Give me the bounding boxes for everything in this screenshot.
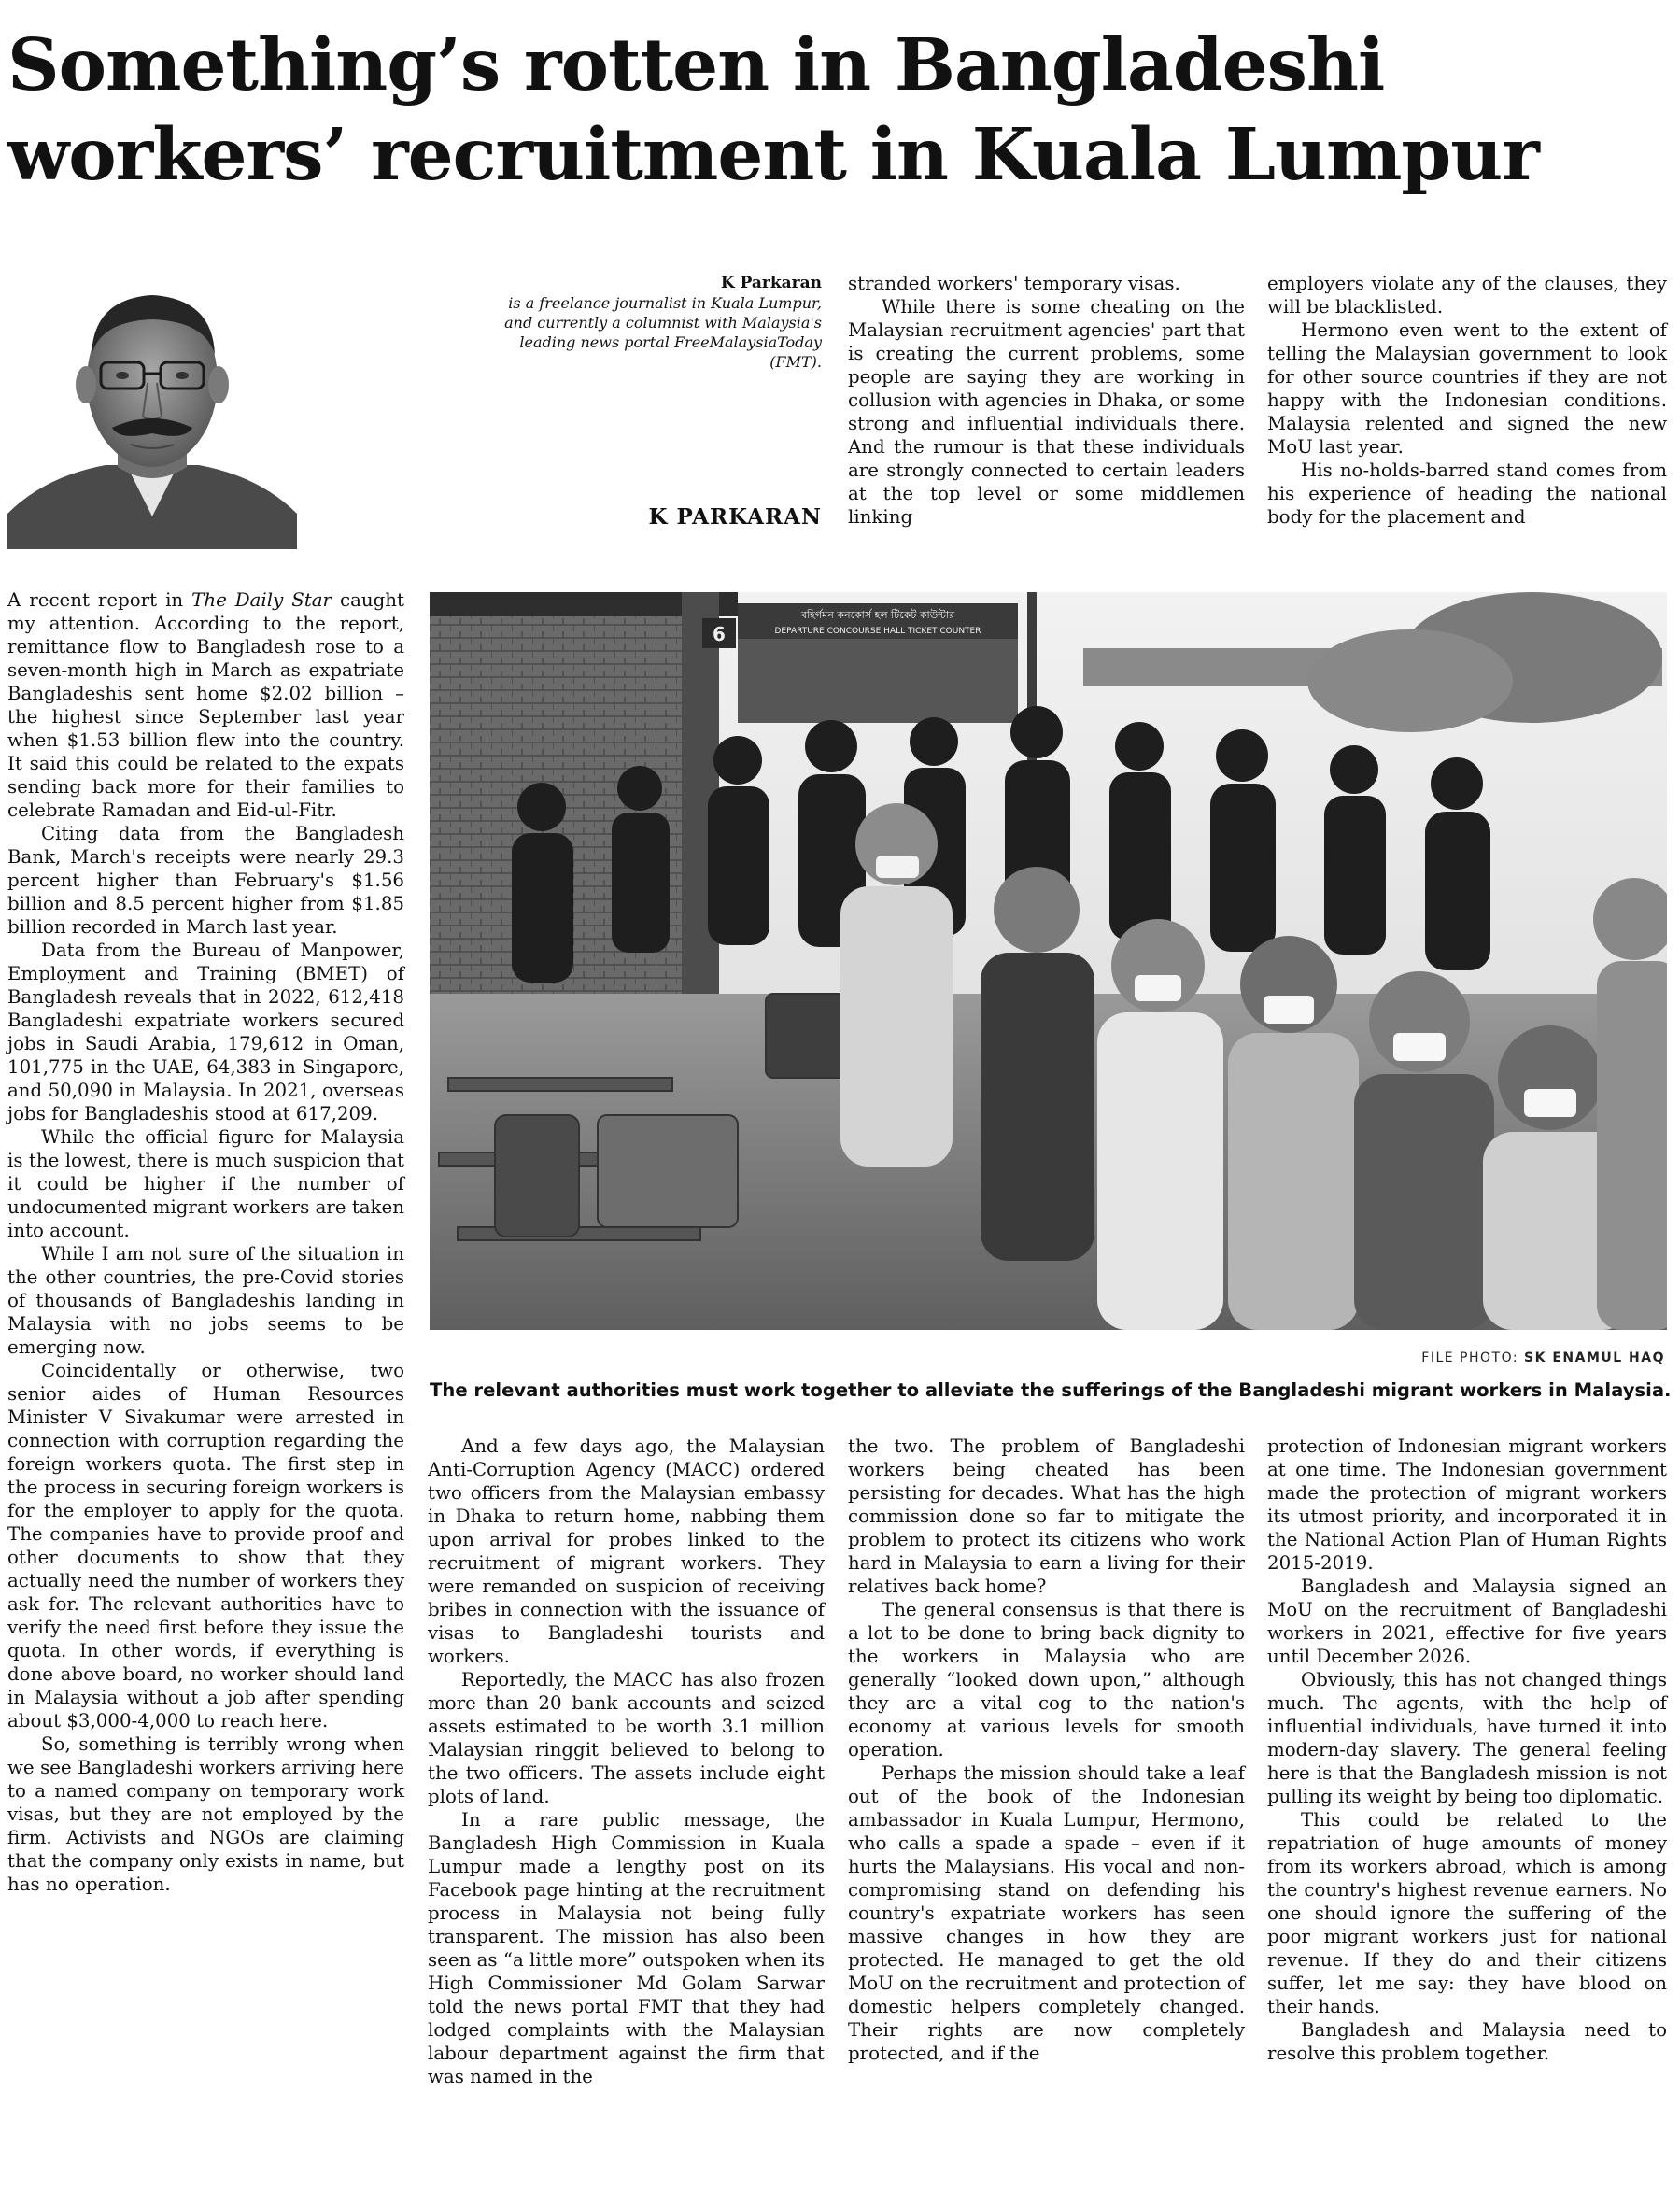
article-column-2-bottom (428, 1435, 825, 2196)
paragraph: protection of Indonesian migrant workers at one time. The Indonesian government made the protection of migrant workers its utmost priority, and incorporated it in the National Action Plan of Human Rights 2015-2019. (1267, 1435, 1667, 1574)
paragraph: This could be related to the repatriation of huge amounts of money from its workers abroad, which is among the country's highest revenue earners. No one should ignore the suffering of the poor migrant workers just for national revenue. If they do and their citizens suffer, let me say: they have blood on their hands. (1267, 1809, 1667, 2017)
paragraph: the two. The problem of Bangladeshi workers being cheated has been persisting for decades. What has the high commission done so far to mitigate the problem to protect its citizens who work hard in Malaysia to earn a living for their relatives back home? (848, 1435, 1245, 1597)
author-name: K Parkaran (720, 274, 822, 292)
photo-caption: The relevant authorities must work together to alleviate the sufferings of the Bangladeshi migrant workers in Malaysia. (430, 1379, 1672, 1401)
photo-credit-name: SK ENAMUL HAQ (1524, 1350, 1665, 1365)
paragraph: While there is some cheating on the Malaysian recruitment agencies' part that is creating the current problems, some people are saying they are working in collusion with agencies in Dhaka, or some strong and influential individuals there. And the rumour is that these individuals are strongly connected to certain leaders at the top level or some middlemen linking (848, 296, 1245, 528)
headline-line-1: Something’s rotten in Bangladeshi (7, 23, 1385, 107)
english-sign: DEPARTURE CONCOURSE HALL TICKET COUNTER (774, 627, 981, 636)
paragraph: Reportedly, the MACC has also frozen more than 20 bank accounts and seized assets estimated to be worth 3.1 million Malaysian ringgit believed to belong to the two officers. The assets include eight plots of land. (428, 1669, 825, 1807)
paragraph: stranded workers' temporary visas. (848, 273, 1180, 294)
paragraph: employers violate any of the clauses, they will be blacklisted. (1267, 273, 1667, 318)
article-column-3-top (1267, 272, 1667, 563)
bengali-sign: বহির্গমন কনকোর্স হল টিকেট কাউন্টার (800, 609, 955, 621)
article-column-2-top (848, 272, 1245, 563)
article-column-1 (7, 588, 404, 2195)
paragraph: Obviously, this has not changed things much. The agents, with the help of influential individuals, have turned it into modern-day slavery. The general feeling here is that the Bangladesh mission is not pulling its weight by being too diplomatic. (1267, 1669, 1667, 1807)
news-photo (430, 592, 1667, 1330)
paragraph: In a rare public message, the Bangladesh High Commission in Kuala Lumpur made a lengthy post on its Facebook page hinting at the recruitment process in Malaysia not being fully transparent. The mission has also been seen as “a little more” outspoken when its High Commissioner Md Golam Sarwar told the news portal FMT that they had lodged complaints with the Malaysian labour department against the firm that was named in the (428, 1809, 825, 2087)
paragraph: While I am not sure of the situation in the other countries, the pre-Covid stories of thousands of Bangladeshis landing in Malaysia with no jobs seems to be emerging now. (7, 1243, 404, 1358)
author-info (495, 274, 822, 372)
author-byline: K PARKARAN (648, 504, 822, 530)
author-bio: is a freelance journalist in Kuala Lumpur, and currently a columnist with Malaysia's leading news portal FreeMalaysiaToday (FMT). (504, 294, 822, 371)
paragraph: So, something is terribly wrong when we see Bangladeshi workers arriving here to a named company on temporary work visas, but they are not employed by the firm. Activists and NGOs are claiming that the company only exists in name, but has no operation. (7, 1733, 404, 1895)
headline-line-2: workers’ recruitment in Kuala Lumpur (7, 113, 1539, 197)
paragraph: Hermono even went to the extent of telling the Malaysian government to look for other source countries if they are not happy with the Indonesian conditions. Malaysia relented and signed the new MoU last year. (1267, 319, 1667, 458)
photo-credit (1421, 1350, 1665, 1365)
article-column-3-bottom (848, 1435, 1245, 2196)
author-photo (7, 269, 297, 549)
paragraph: Perhaps the mission should take a leaf out of the book of the Indonesian ambassador in Kuala Lumpur, Hermono, who calls a spade a spade – even if it hurts the Malaysians. His vocal and non-compromising stand on defending his country's expatriate workers has seen massive changes in how they are protected. He managed to get the old MoU on the recruitment and protection of domestic helpers completely changed. Their rights are now completely protected, and if the (848, 1762, 1245, 2064)
paragraph: The general consensus is that there is a lot to be done to bring back dignity to the workers in Malaysia who are generally “looked down upon,” although they are a vital cog to the nation's economy at various levels for smooth operation. (848, 1599, 1245, 1761)
platform-sign: 6 (713, 623, 726, 645)
photo-credit-label: FILE PHOTO: (1421, 1350, 1519, 1365)
paragraph: Citing data from the Bangladesh Bank, March's receipts were nearly 29.3 percent higher than February's $1.56 billion and 8.5 percent higher from $1.85 billion recorded in March last year. (7, 823, 404, 938)
paragraph: Data from the Bureau of Manpower, Employment and Training (BMET) of Bangladesh reveals that in 2022, 612,418 Bangladeshi expatriate workers secured jobs in Saudi Arabia, 179,612 in Oman, 101,775 in the UAE, 64,383 in Singapore, and 50,090 in Malaysia. In 2021, overseas jobs for Bangladeshis stood at 617,209. (7, 940, 404, 1124)
paragraph: Coincidentally or otherwise, two senior aides of Human Resources Minister V Sivakumar were arrested in connection with corruption regarding the foreign workers quota. The first step in the process in securing foreign workers is for the employer to apply for the quota. The companies have to provide proof and other documents to show that they actually need the number of workers they ask for. The relevant authorities have to verify the need first before they issue the quota. In other words, if everything is done above board, no worker should land in Malaysia without a job after spending about $3,000-4,000 to reach here. (7, 1360, 404, 1732)
paragraph: A recent report in The Daily Star caught my attention. According to the report, remittance flow to Bangladesh rose to a seven-month high in March as expatriate Bangladeshis sent home $2.02 billion – the highest since September last year when $1.53 billion flew into the country. It said this could be related to the expats sending back more for their families to celebrate Ramadan and Eid-ul-Fitr. (7, 589, 404, 821)
headline (7, 21, 1670, 200)
paragraph: And a few days ago, the Malaysian Anti-Corruption Agency (MACC) ordered two officers from the Malaysian embassy in Dhaka to return home, nabbing them upon arrival for probes linked to the recruitment of migrant workers. They were remanded on suspicion of receiving bribes in connection with the issuance of visas to Bangladeshi tourists and workers. (428, 1435, 825, 1667)
publication-name: The Daily Star (191, 589, 332, 611)
article-column-4-bottom (1267, 1435, 1667, 2196)
paragraph: While the official figure for Malaysia is the lowest, there is much suspicion that it could be higher if the number of undocumented migrant workers are taken into account. (7, 1126, 404, 1241)
paragraph: Bangladesh and Malaysia need to resolve this problem together. (1267, 2019, 1667, 2064)
paragraph: Bangladesh and Malaysia signed an MoU on the recruitment of Bangladeshi workers in 2021, effective for five years until December 2026. (1267, 1576, 1667, 1667)
paragraph: His no-holds-barred stand comes from his experience of heading the national body for the placement and (1267, 460, 1667, 528)
